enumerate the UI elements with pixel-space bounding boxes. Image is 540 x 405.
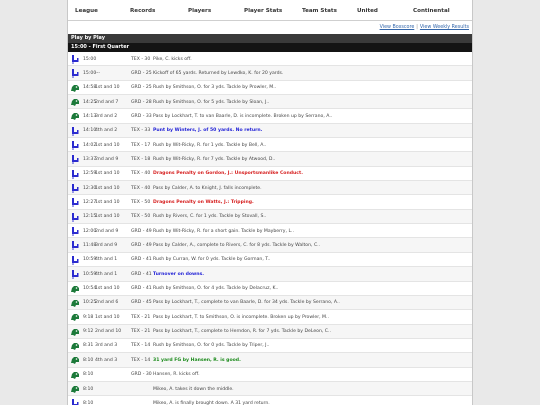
play-text: Punt by Winters, J. of 50 yards. No return. bbox=[153, 128, 263, 134]
play-spot: TEX - 50 bbox=[131, 200, 151, 206]
play-time: 14:13 bbox=[83, 113, 97, 119]
play-row bbox=[68, 368, 472, 382]
play-time: 9:18 bbox=[83, 314, 94, 320]
play-row bbox=[68, 353, 472, 367]
green-team-logo-icon bbox=[70, 111, 80, 121]
play-time: 10:25 bbox=[83, 300, 97, 306]
play-time: 14:58 bbox=[83, 85, 97, 91]
play-down: 2nd and 7 bbox=[95, 99, 119, 105]
play-down: 2nd and 9 bbox=[95, 228, 119, 234]
play-down: 4th and 1 bbox=[95, 257, 118, 263]
play-down: 4th and 3 bbox=[95, 357, 118, 363]
play-text: Rush by Rivers, C. for 1 yds. Tackle by Stovall, S.. bbox=[153, 214, 267, 220]
play-time: 15:00 bbox=[83, 56, 97, 62]
play-spot: TEX - 21 bbox=[131, 329, 151, 335]
play-time: 12:27 bbox=[83, 200, 97, 206]
green-team-logo-icon bbox=[70, 370, 80, 380]
play-row bbox=[68, 396, 472, 405]
view-boxscore-link[interactable]: View Boxscore bbox=[379, 25, 415, 30]
play-spot: GRD - 45 bbox=[131, 300, 152, 306]
play-spot: GRD - 49 bbox=[131, 243, 152, 249]
play-list bbox=[68, 52, 472, 405]
play-time: 8:10 bbox=[83, 372, 94, 378]
blue-team-logo-icon bbox=[70, 169, 80, 179]
play-time: 11:48 bbox=[83, 243, 97, 249]
play-text: Rush by Curran, W. for 0 yds. Tackle by Gorman, T.. bbox=[153, 257, 271, 263]
blue-team-logo-icon bbox=[70, 54, 80, 64]
play-spot: TEX - 50 bbox=[131, 214, 151, 220]
green-team-logo-icon bbox=[70, 384, 80, 394]
play-down: 1st and 10 bbox=[95, 314, 120, 320]
play-text: Rush by Wit-Ricky, R. for 7 yds. Tackle by Atwood, D.. bbox=[153, 157, 276, 162]
play-spot: TEX - 40 bbox=[131, 171, 151, 177]
play-time: 8:10 bbox=[83, 357, 94, 363]
play-down: 3rd and 9 bbox=[95, 243, 118, 249]
play-row bbox=[68, 195, 472, 209]
play-down: 4th and 1 bbox=[95, 271, 118, 277]
play-text: Kickoff of 65 yards. Returned by Lewdko, K. for 20 yards. bbox=[153, 70, 284, 76]
green-team-logo-icon bbox=[70, 83, 80, 93]
blue-team-logo-icon bbox=[70, 126, 80, 136]
blue-team-logo-icon bbox=[70, 140, 80, 150]
play-text: Dragons Penalty on Watts, J.: Tripping. bbox=[153, 200, 254, 206]
play-text: Rush by Smithson, O. for 0 yds. Tackle by Triper, J.. bbox=[153, 343, 270, 349]
nav-league[interactable]: League bbox=[75, 8, 98, 14]
play-time: 8:10 bbox=[83, 386, 94, 392]
play-down: 2nd and 6 bbox=[95, 300, 119, 306]
play-spot: GRD - 41 bbox=[131, 257, 152, 263]
play-time: 14:10 bbox=[83, 128, 97, 134]
play-text: Pass by Lockhart, T., complete to Herndon, R. for 7 yds. Tackle by DeLeon, C.. bbox=[153, 329, 331, 335]
play-time: 8:10 bbox=[83, 400, 94, 405]
play-row bbox=[68, 152, 472, 166]
play-down: 1st and 10 bbox=[95, 214, 120, 220]
play-down: 1st and 10 bbox=[95, 171, 120, 177]
view-weekly-results-link[interactable]: View Weekly Results bbox=[419, 25, 469, 30]
nav-team-stats[interactable]: Team Stats bbox=[302, 8, 337, 14]
play-text: 31 yard FG by Hansen, R. is good. bbox=[153, 357, 241, 363]
nav-continental[interactable]: Continental bbox=[413, 8, 450, 14]
blue-team-logo-icon bbox=[70, 240, 80, 250]
green-team-logo-icon bbox=[70, 355, 80, 365]
play-row bbox=[68, 167, 472, 181]
play-row bbox=[68, 210, 472, 224]
play-row bbox=[68, 238, 472, 252]
play-row bbox=[68, 310, 472, 324]
result-links bbox=[380, 25, 469, 30]
green-team-logo-icon bbox=[70, 312, 80, 322]
quarter-title: 15:00 - First Quarter bbox=[68, 43, 472, 52]
nav-player-stats[interactable]: Player Stats bbox=[244, 8, 283, 14]
play-down: 1st and 10 bbox=[95, 286, 120, 292]
play-time: 10:59 bbox=[83, 271, 97, 277]
play-down: 1st and 10 bbox=[95, 142, 120, 148]
green-team-logo-icon bbox=[70, 284, 80, 294]
play-row bbox=[68, 124, 472, 138]
play-text: Rush by Smithson, O. for 4 yds. Tackle by Delacruz, K.. bbox=[153, 286, 279, 292]
play-row bbox=[68, 52, 472, 66]
play-down: 2nd and 10 bbox=[95, 329, 122, 335]
play-spot: TEX - 14 bbox=[131, 357, 151, 363]
play-time: 15:00 bbox=[83, 70, 97, 76]
page-container bbox=[67, 0, 473, 405]
play-row bbox=[68, 138, 472, 152]
play-spot: GRD - 49 bbox=[131, 228, 152, 234]
play-spot: TEX - 21 bbox=[131, 314, 151, 320]
blue-team-logo-icon bbox=[70, 197, 80, 207]
play-spot: GRD - 30 bbox=[131, 372, 152, 378]
blue-team-logo-icon bbox=[70, 68, 80, 78]
blue-team-logo-icon bbox=[70, 398, 80, 405]
play-time: 10:59 bbox=[83, 257, 97, 263]
play-time: 14:25 bbox=[83, 99, 97, 105]
play-time: 8:31 bbox=[83, 343, 94, 349]
play-spot: GRD - 28 bbox=[131, 99, 152, 105]
green-team-logo-icon bbox=[70, 97, 80, 107]
play-down: 1st and 10 bbox=[95, 200, 120, 206]
play-spot: GRD - 25 bbox=[131, 85, 152, 91]
play-spot: GRD - 41 bbox=[131, 286, 152, 292]
play-down: 3rd and 3 bbox=[95, 343, 118, 349]
play-text: Pass by Lockhart, T. to Smithson, O. is incomplete. Broken up by Prowler, M.. bbox=[153, 314, 329, 320]
play-text: Turnover on downs. bbox=[153, 271, 205, 277]
play-row bbox=[68, 382, 472, 396]
blue-team-logo-icon bbox=[70, 183, 80, 193]
play-spot: TEX - 40 bbox=[131, 185, 151, 191]
play-row bbox=[68, 325, 472, 339]
green-team-logo-icon bbox=[70, 327, 80, 337]
play-row bbox=[68, 253, 472, 267]
play-spot: GRD - 41 bbox=[131, 271, 152, 277]
play-time: 13:37 bbox=[83, 157, 97, 162]
play-text: Pass by Calder, A., complete to Rivers, C. for 8 yds. Tackle by Walton, C.. bbox=[153, 243, 321, 249]
play-row bbox=[68, 296, 472, 310]
play-text: Dragons Penalty on Gordon, J.: Unsportsmanlike Conduct. bbox=[153, 171, 303, 177]
play-time: 14:02 bbox=[83, 142, 97, 148]
play-down: 1st and 10 bbox=[95, 85, 120, 91]
blue-team-logo-icon bbox=[70, 255, 80, 265]
play-row bbox=[68, 282, 472, 296]
play-text: Rush by Wit-Ricky, R. for a short gain. Tackle by Mayberry, L.. bbox=[153, 228, 294, 234]
play-text: Mikeo, A. takes it down the middle. bbox=[153, 386, 234, 392]
play-time: 12:30 bbox=[83, 185, 97, 191]
play-text: Mikeo, A. is finally brought down. A 31 yard return. bbox=[153, 400, 270, 405]
play-time: 12:15 bbox=[83, 214, 97, 220]
play-down: 2nd and 9 bbox=[95, 157, 119, 162]
play-text: Pass by Calder, A. to Knight, J. falls incomplete. bbox=[153, 185, 262, 191]
play-time: 9:12 bbox=[83, 329, 94, 335]
play-time: 12:59 bbox=[83, 171, 97, 177]
blue-team-logo-icon bbox=[70, 154, 80, 164]
play-row bbox=[68, 109, 472, 123]
play-text: Pass by Lockhart, T., complete to van Baarle, D. for 34 yds. Tackle by Serrano, A.. bbox=[153, 300, 340, 306]
play-text: Rush by Smithson, O. for 5 yds. Tackle by Sloan, J.. bbox=[153, 99, 270, 105]
play-time: 12:00 bbox=[83, 228, 97, 234]
play-spot: GRD - 25 bbox=[131, 70, 152, 76]
play-row bbox=[68, 339, 472, 353]
top-nav bbox=[68, 0, 472, 21]
blue-team-logo-icon bbox=[70, 269, 80, 279]
play-row bbox=[68, 81, 472, 95]
play-text: Pass by Lockhart, T. to van Baarle, D. is incomplete. Broken up by Serrano, A.. bbox=[153, 113, 333, 119]
section-title: Play by Play bbox=[68, 34, 472, 43]
play-spot: TEX - 18 bbox=[131, 157, 151, 162]
play-row bbox=[68, 267, 472, 281]
play-down: 1st and 10 bbox=[95, 185, 120, 191]
nav-players[interactable]: Players bbox=[188, 8, 212, 14]
play-text: Rush by Smithson, O. for 3 yds. Tackle by Prowler, M.. bbox=[153, 85, 277, 91]
play-row bbox=[68, 95, 472, 109]
play-spot: TEX - 30 bbox=[131, 56, 151, 62]
play-spot: TEX - 33 bbox=[131, 128, 151, 134]
link-separator: | bbox=[416, 25, 418, 30]
blue-team-logo-icon bbox=[70, 212, 80, 222]
play-spot: TEX - 17 bbox=[131, 142, 151, 148]
play-down: 3rd and 2 bbox=[95, 113, 118, 119]
play-spot: TEX - 14 bbox=[131, 343, 151, 349]
play-text: Pike, C. kicks off. bbox=[153, 56, 192, 62]
play-spot: GRD - 33 bbox=[131, 113, 152, 119]
play-row bbox=[68, 66, 472, 80]
play-down: 4th and 2 bbox=[95, 128, 118, 134]
play-text: Hansen, R. kicks off. bbox=[153, 372, 200, 378]
blue-team-logo-icon bbox=[70, 226, 80, 236]
green-team-logo-icon bbox=[70, 341, 80, 351]
nav-united[interactable]: United bbox=[357, 8, 378, 14]
play-down: --- bbox=[95, 70, 100, 76]
nav-records[interactable]: Records bbox=[130, 8, 156, 14]
play-time: 10:54 bbox=[83, 286, 97, 292]
green-team-logo-icon bbox=[70, 298, 80, 308]
play-row bbox=[68, 224, 472, 238]
play-row bbox=[68, 181, 472, 195]
play-text: Rush by Wit-Ricky, R. for 1 yds. Tackle by Bell, A.. bbox=[153, 142, 267, 148]
